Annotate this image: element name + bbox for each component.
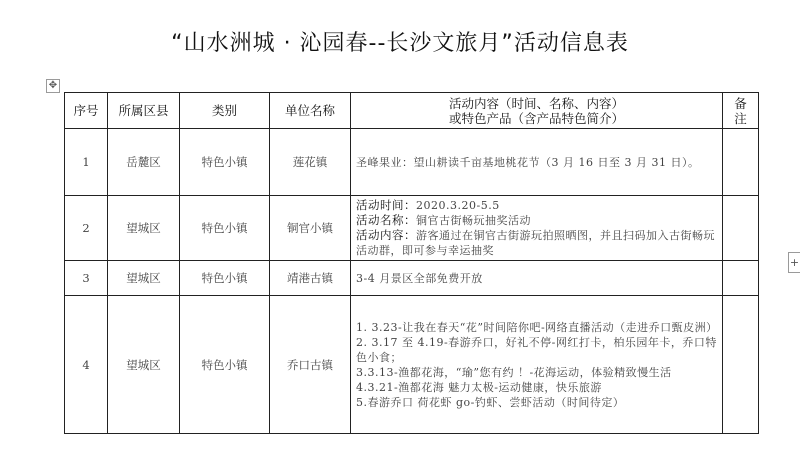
cell-no: 4 <box>65 296 108 434</box>
table-row <box>65 129 759 196</box>
table-row <box>65 261 759 296</box>
activity-time-value: 2020.3.20-5.5 <box>416 199 500 212</box>
page-title: “山水洲城 · 沁园春--长沙文旅月”活动信息表 <box>171 31 629 56</box>
cell-category: 特色小镇 <box>180 261 270 296</box>
cell-unit: 铜官小镇 <box>270 196 351 261</box>
content-line: 圣峰果业：望山耕读千亩基地桃花节（3 月 16 日至 3 月 31 日）。 <box>356 155 700 169</box>
cell-district: 望城区 <box>108 196 180 261</box>
activity-name-label: 活动名称： <box>356 213 416 227</box>
table-move-icon[interactable]: ✥ <box>46 79 60 93</box>
cell-no: 2 <box>65 196 108 261</box>
cell-unit: 乔口古镇 <box>270 296 351 434</box>
activity-time-label: 活动时间： <box>356 198 416 212</box>
table-row <box>65 196 759 261</box>
cell-unit: 靖港古镇 <box>270 261 351 296</box>
cell-remark <box>723 296 759 434</box>
cell-no: 3 <box>65 261 108 296</box>
activity-name <box>356 213 717 228</box>
content-line: 3-4 月景区全部免费开放 <box>356 271 483 285</box>
header-content-line1: 活动内容（时间、名称、内容） <box>448 95 624 111</box>
activity-desc <box>356 228 717 258</box>
activity-table <box>64 92 759 434</box>
cell-district: 岳麓区 <box>108 129 180 196</box>
table-row <box>65 296 759 434</box>
cell-remark <box>723 196 759 261</box>
activity-desc-value: 游客通过在铜官古街游玩拍照晒图，并且扫码加入古街畅玩活动群，即可参与幸运抽奖 <box>356 229 715 257</box>
header-content-line2: 或特色产品（含产品特色简介） <box>448 110 624 126</box>
header-district: 所属区县 <box>108 93 180 129</box>
header-remark-line2: 注 <box>734 110 747 126</box>
cell-category: 特色小镇 <box>180 296 270 434</box>
cell-content <box>351 196 723 261</box>
cell-content <box>351 261 723 296</box>
cell-content <box>351 129 723 196</box>
cell-category: 特色小镇 <box>180 196 270 261</box>
header-row <box>65 93 759 129</box>
content-line: 4.3.21-渔都花海 魅力太极-运动健康，快乐旅游 <box>356 380 602 394</box>
activity-time <box>356 198 717 213</box>
cell-remark <box>723 261 759 296</box>
activity-name-value: 铜官古街畅玩抽奖活动 <box>416 214 531 227</box>
header-content <box>351 93 723 129</box>
cell-unit: 莲花镇 <box>270 129 351 196</box>
cell-district: 望城区 <box>108 261 180 296</box>
content-line: 1. 3.23-让我在春天“花”时间陪你吧-网络直播活动（走进乔口甄皮洲） <box>356 320 718 334</box>
activity-desc-label: 活动内容： <box>356 228 416 242</box>
content-line: 5.春游乔口 荷花虾 go-钓虾、尝虾活动（时间待定） <box>356 395 625 409</box>
header-unit: 单位名称 <box>270 93 351 129</box>
add-column-icon[interactable]: + <box>788 252 800 273</box>
content-line: 3.3.13-渔都花海，“瑜”您有约 ！-花海运动，体验精致慢生活 <box>356 365 672 379</box>
content-line: 2. 3.17 至 4.19-春游乔口，好礼不停-网红打卡，柏乐园年卡，乔口特色小食； <box>356 335 717 364</box>
cell-district: 望城区 <box>108 296 180 434</box>
header-no: 序号 <box>65 93 108 129</box>
cell-remark <box>723 129 759 196</box>
header-remark-line1: 备 <box>734 95 747 111</box>
header-category: 类别 <box>180 93 270 129</box>
cell-category: 特色小镇 <box>180 129 270 196</box>
cell-no: 1 <box>65 129 108 196</box>
header-remark <box>723 93 759 129</box>
cell-content <box>351 296 723 434</box>
